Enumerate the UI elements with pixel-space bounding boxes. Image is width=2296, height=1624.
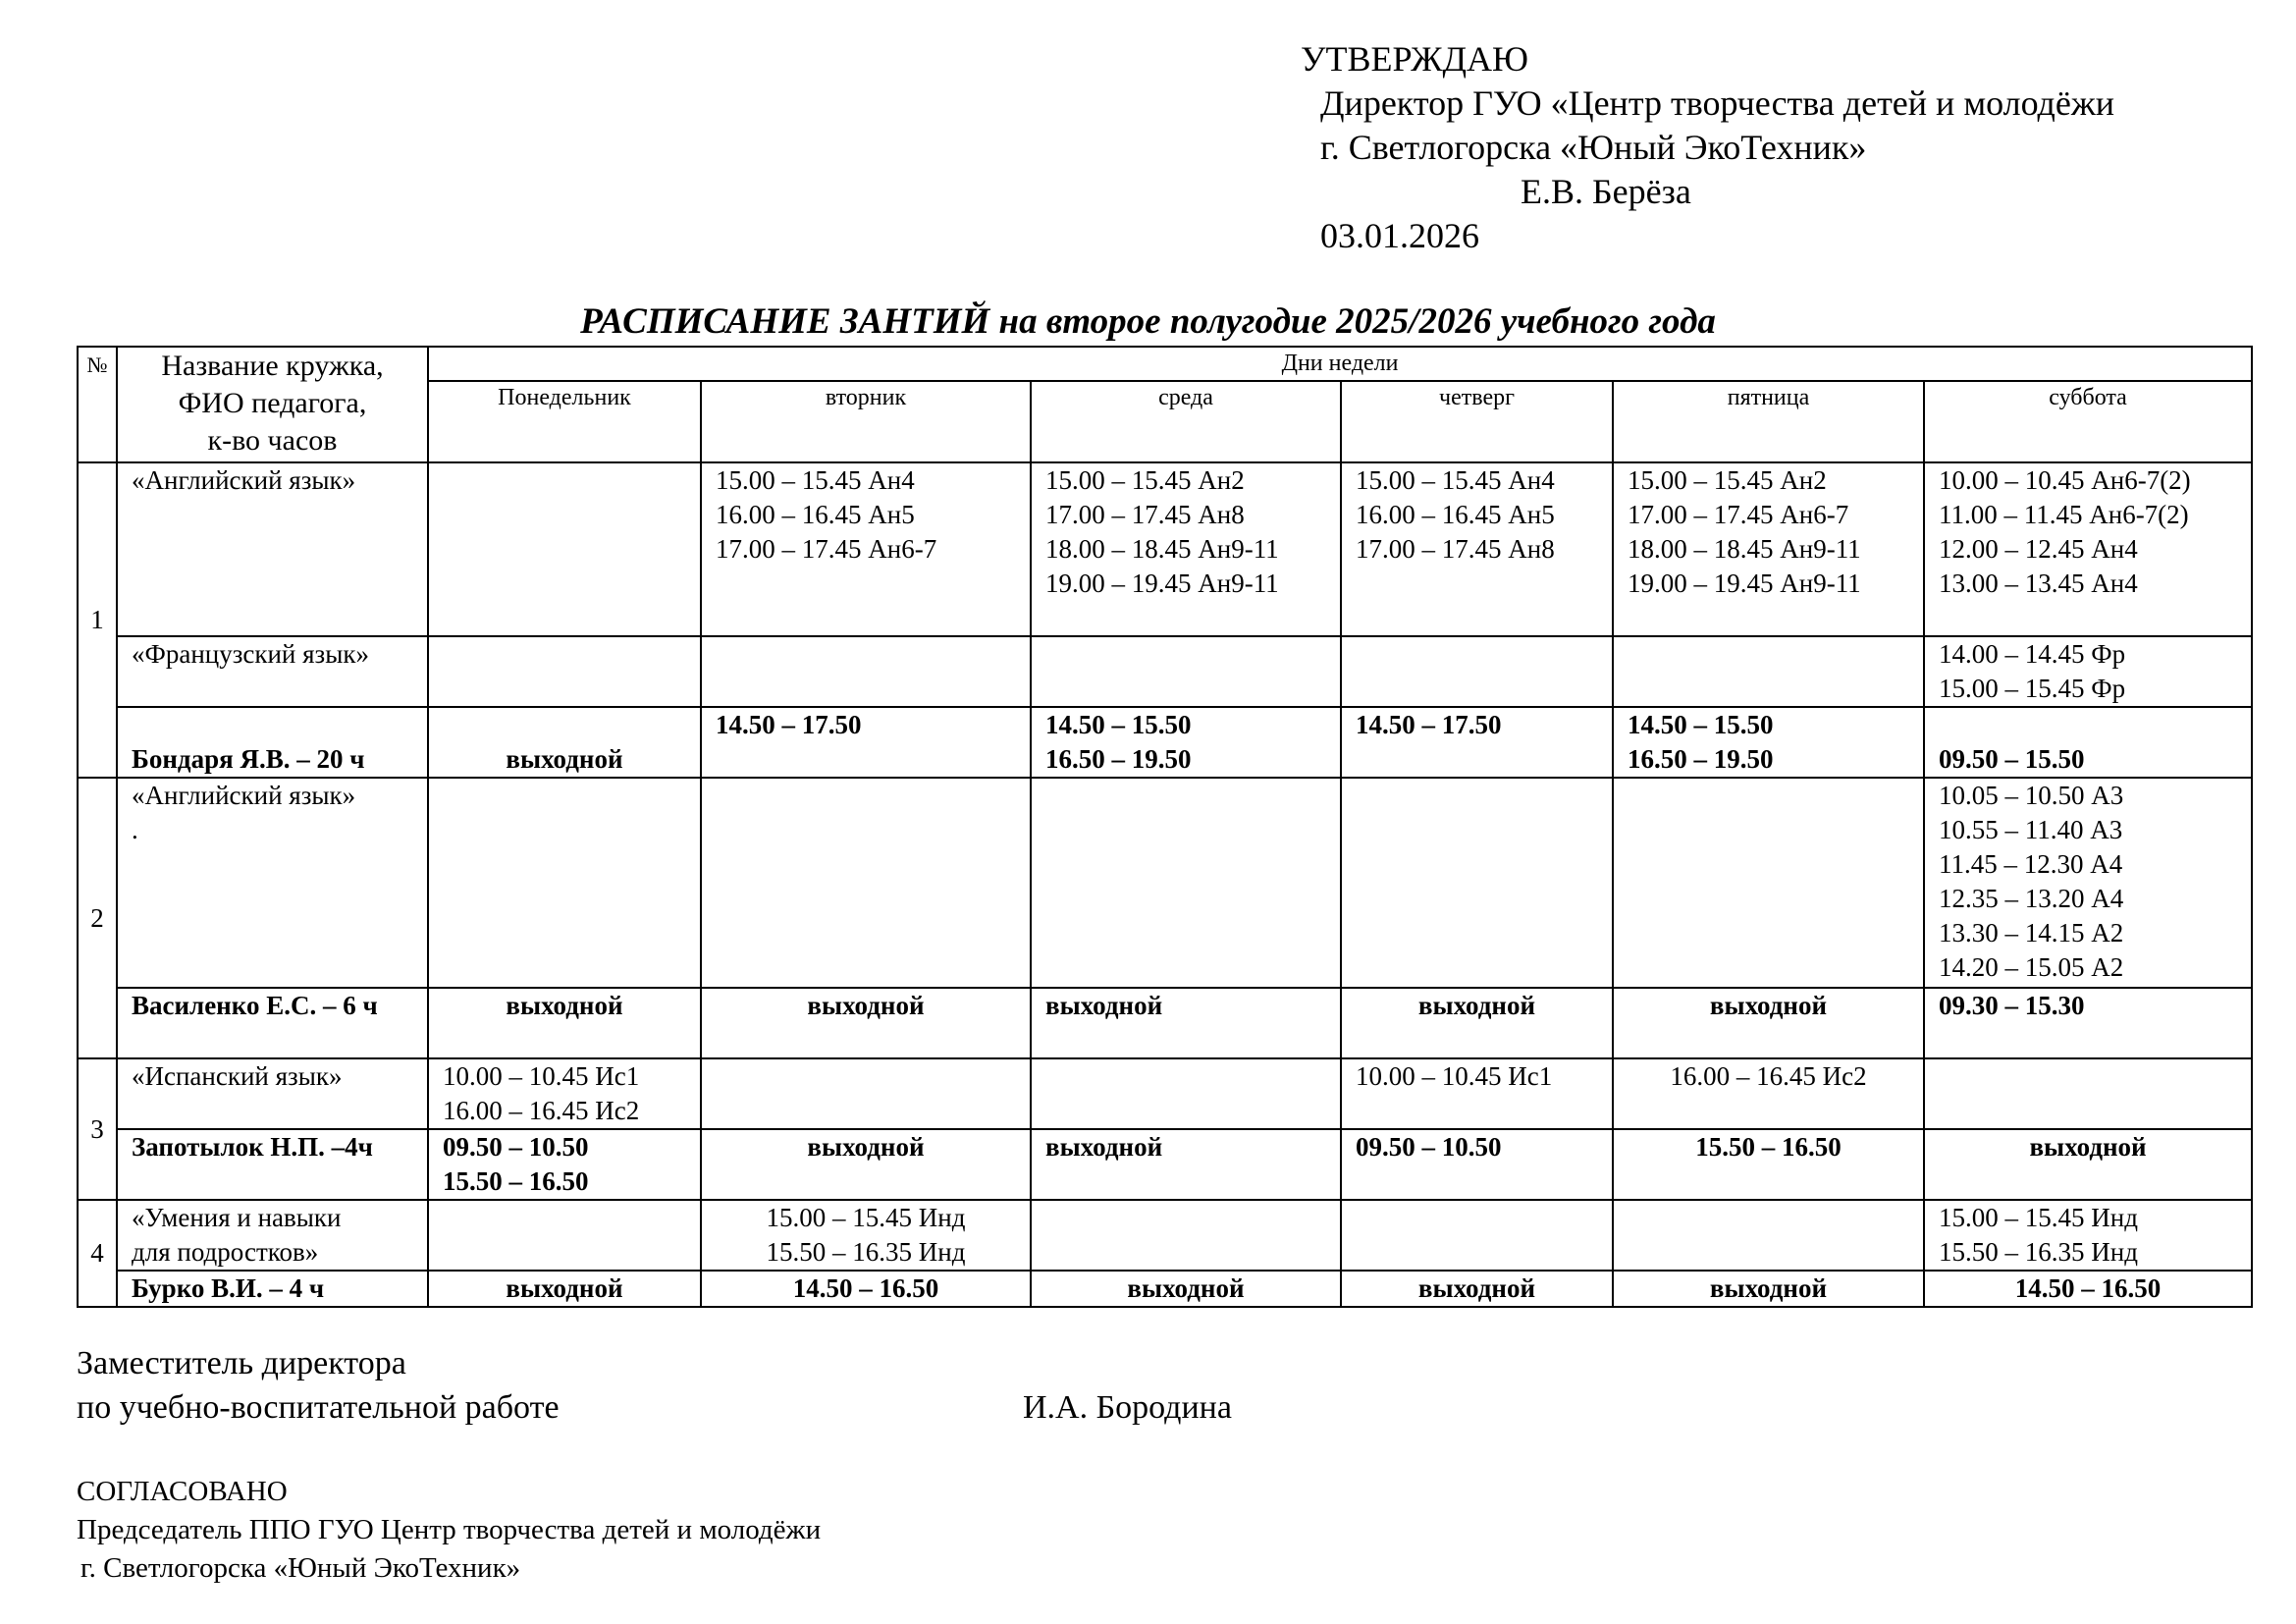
group-number: 1	[78, 462, 117, 778]
table-row	[78, 1200, 2252, 1271]
teacher-name: Бондаря Я.В. – 20 ч	[117, 707, 428, 778]
circle-name: «Умения и навыки для подростков»	[117, 1200, 428, 1271]
teacher-row	[78, 1129, 2252, 1200]
schedule-cell	[1613, 636, 1924, 707]
deputy-line2: по учебно-воспитательной работе	[77, 1389, 560, 1426]
agreed-heading: СОГЛАСОВАНО	[77, 1476, 288, 1507]
schedule-cell: выходной	[701, 1129, 1031, 1200]
schedule-cell	[1924, 1058, 2252, 1129]
schedule-cell: 15.00 – 15.45 Ан2 17.00 – 17.45 Ан6-7 18.00 – 18.45 Ан9-11 19.00 – 19.45 Ан9-11	[1613, 462, 1924, 636]
schedule-cell: 15.50 – 16.50	[1613, 1129, 1924, 1200]
schedule-cell	[1341, 1200, 1613, 1271]
schedule-cell: выходной	[701, 988, 1031, 1058]
approval-position: Директор ГУО «Центр творчества детей и молодёжи	[1320, 83, 2114, 123]
schedule-cell: выходной	[1031, 1271, 1341, 1307]
teacher-row	[78, 988, 2252, 1058]
schedule-cell: выходной	[1613, 1271, 1924, 1307]
teacher-row	[78, 1271, 2252, 1307]
approval-date: 03.01.2026	[1320, 216, 1479, 255]
schedule-cell: выходной	[428, 1271, 701, 1307]
table-row	[78, 462, 2252, 636]
header-day: вторник	[701, 381, 1031, 462]
schedule-cell: 10.00 – 10.45 Ис1 16.00 – 16.45 Ис2	[428, 1058, 701, 1129]
schedule-cell: 14.50 – 17.50	[701, 707, 1031, 778]
group-number: 4	[78, 1200, 117, 1307]
header-day: среда	[1031, 381, 1341, 462]
schedule-cell	[428, 462, 701, 636]
schedule-cell: 09.30 – 15.30	[1924, 988, 2252, 1058]
schedule-table	[77, 346, 2253, 1308]
header-num: №	[78, 347, 117, 462]
header-day: четверг	[1341, 381, 1613, 462]
schedule-cell: выходной	[1031, 1129, 1341, 1200]
schedule-cell: выходной	[1031, 988, 1341, 1058]
schedule-cell: 09.50 – 10.50	[1341, 1129, 1613, 1200]
schedule-cell	[428, 636, 701, 707]
circle-name: «Английский язык» .	[117, 778, 428, 988]
schedule-cell: 15.00 – 15.45 Ан4 16.00 – 16.45 Ан5 17.00 – 17.45 Ан6-7	[701, 462, 1031, 636]
deputy-name: И.А. Бородина	[1023, 1389, 1232, 1426]
schedule-cell: 14.50 – 16.50	[701, 1271, 1031, 1307]
schedule-cell: 14.50 – 15.50 16.50 – 19.50	[1031, 707, 1341, 778]
approval-heading: УТВЕРЖДАЮ	[1301, 39, 1529, 79]
schedule-cell: выходной	[428, 988, 701, 1058]
chair-line1: Председатель ППО ГУО Центр творчества детей и молодёжи	[77, 1514, 822, 1545]
schedule-cell: 16.00 – 16.45 Ис2	[1613, 1058, 1924, 1129]
schedule-cell: 15.00 – 15.45 Инд 15.50 – 16.35 Инд	[1924, 1200, 2252, 1271]
schedule-cell: выходной	[1924, 1129, 2252, 1200]
schedule-cell: выходной	[1613, 988, 1924, 1058]
schedule-cell	[701, 1058, 1031, 1129]
schedule-cell	[701, 636, 1031, 707]
circle-name: «Английский язык»	[117, 462, 428, 636]
group-number: 2	[78, 778, 117, 1058]
schedule-cell	[1613, 778, 1924, 988]
approval-block	[1301, 37, 2114, 258]
schedule-cell: 15.00 – 15.45 Ан2 17.00 – 17.45 Ан8 18.00 – 18.45 Ан9-11 19.00 – 19.45 Ан9-11	[1031, 462, 1341, 636]
approval-name: Е.В. Берёза	[1521, 172, 1691, 211]
teacher-row	[78, 707, 2252, 778]
chair-line2: г. Светлогорска «Юный ЭкоТехник»	[80, 1552, 521, 1584]
circle-name: «Французский язык»	[117, 636, 428, 707]
schedule-cell: 15.00 – 15.45 Ан4 16.00 – 16.45 Ан5 17.00 – 17.45 Ан8	[1341, 462, 1613, 636]
teacher-name: Запотылок Н.П. –4ч	[117, 1129, 428, 1200]
schedule-cell: 14.00 – 14.45 Фр 15.00 – 15.45 Фр	[1924, 636, 2252, 707]
schedule-cell: выходной	[1341, 988, 1613, 1058]
header-day: суббота	[1924, 381, 2252, 462]
schedule-cell: 10.05 – 10.50 А3 10.55 – 11.40 А3 11.45 – 12.30 А4 12.35 – 13.20 А4 13.30 – 14.15 А2 14.20 – 15.05 А2	[1924, 778, 2252, 988]
schedule-cell	[1031, 778, 1341, 988]
schedule-cell	[1341, 636, 1613, 707]
schedule-cell: 10.00 – 10.45 Ис1	[1341, 1058, 1613, 1129]
teacher-name: Бурко В.И. – 4 ч	[117, 1271, 428, 1307]
schedule-cell	[1613, 1200, 1924, 1271]
group-number: 3	[78, 1058, 117, 1200]
schedule-cell	[701, 778, 1031, 988]
deputy-line1: Заместитель директора	[77, 1345, 406, 1381]
schedule-cell	[1031, 1058, 1341, 1129]
header-day: Понедельник	[428, 381, 701, 462]
schedule-cell: 14.50 – 15.50 16.50 – 19.50	[1613, 707, 1924, 778]
page-title: РАСПИСАНИЕ ЗАНТИЙ на второе полугодие 2025/2026 учебного года	[580, 301, 1716, 342]
schedule-cell: 15.00 – 15.45 Инд 15.50 – 16.35 Инд	[701, 1200, 1031, 1271]
schedule-cell: выходной	[428, 707, 701, 778]
table-row	[78, 778, 2252, 988]
schedule-cell	[1341, 778, 1613, 988]
schedule-cell: 14.50 – 16.50	[1924, 1271, 2252, 1307]
schedule-cell: 14.50 – 17.50	[1341, 707, 1613, 778]
header-day: пятница	[1613, 381, 1924, 462]
circle-name: «Испанский язык»	[117, 1058, 428, 1129]
table-row	[78, 1058, 2252, 1129]
schedule-cell	[428, 1200, 701, 1271]
header-row	[78, 347, 2252, 381]
schedule-cell	[1031, 636, 1341, 707]
schedule-cell: 10.00 – 10.45 Ан6-7(2) 11.00 – 11.45 Ан6-7(2) 12.00 – 12.45 Ан4 13.00 – 13.45 Ан4	[1924, 462, 2252, 636]
table-row	[78, 636, 2252, 707]
teacher-name: Василенко Е.С. – 6 ч	[117, 988, 428, 1058]
schedule-cell: 09.50 – 10.50 15.50 – 16.50	[428, 1129, 701, 1200]
schedule-cell	[428, 778, 701, 988]
approval-city: г. Светлогорска «Юный ЭкоТехник»	[1320, 128, 1867, 167]
schedule-cell	[1031, 1200, 1341, 1271]
header-name-col: Название кружка, ФИО педагога, к-во часов	[117, 347, 428, 462]
schedule-cell: выходной	[1341, 1271, 1613, 1307]
schedule-cell: 09.50 – 15.50	[1924, 707, 2252, 778]
header-days-group: Дни недели	[428, 347, 2252, 381]
